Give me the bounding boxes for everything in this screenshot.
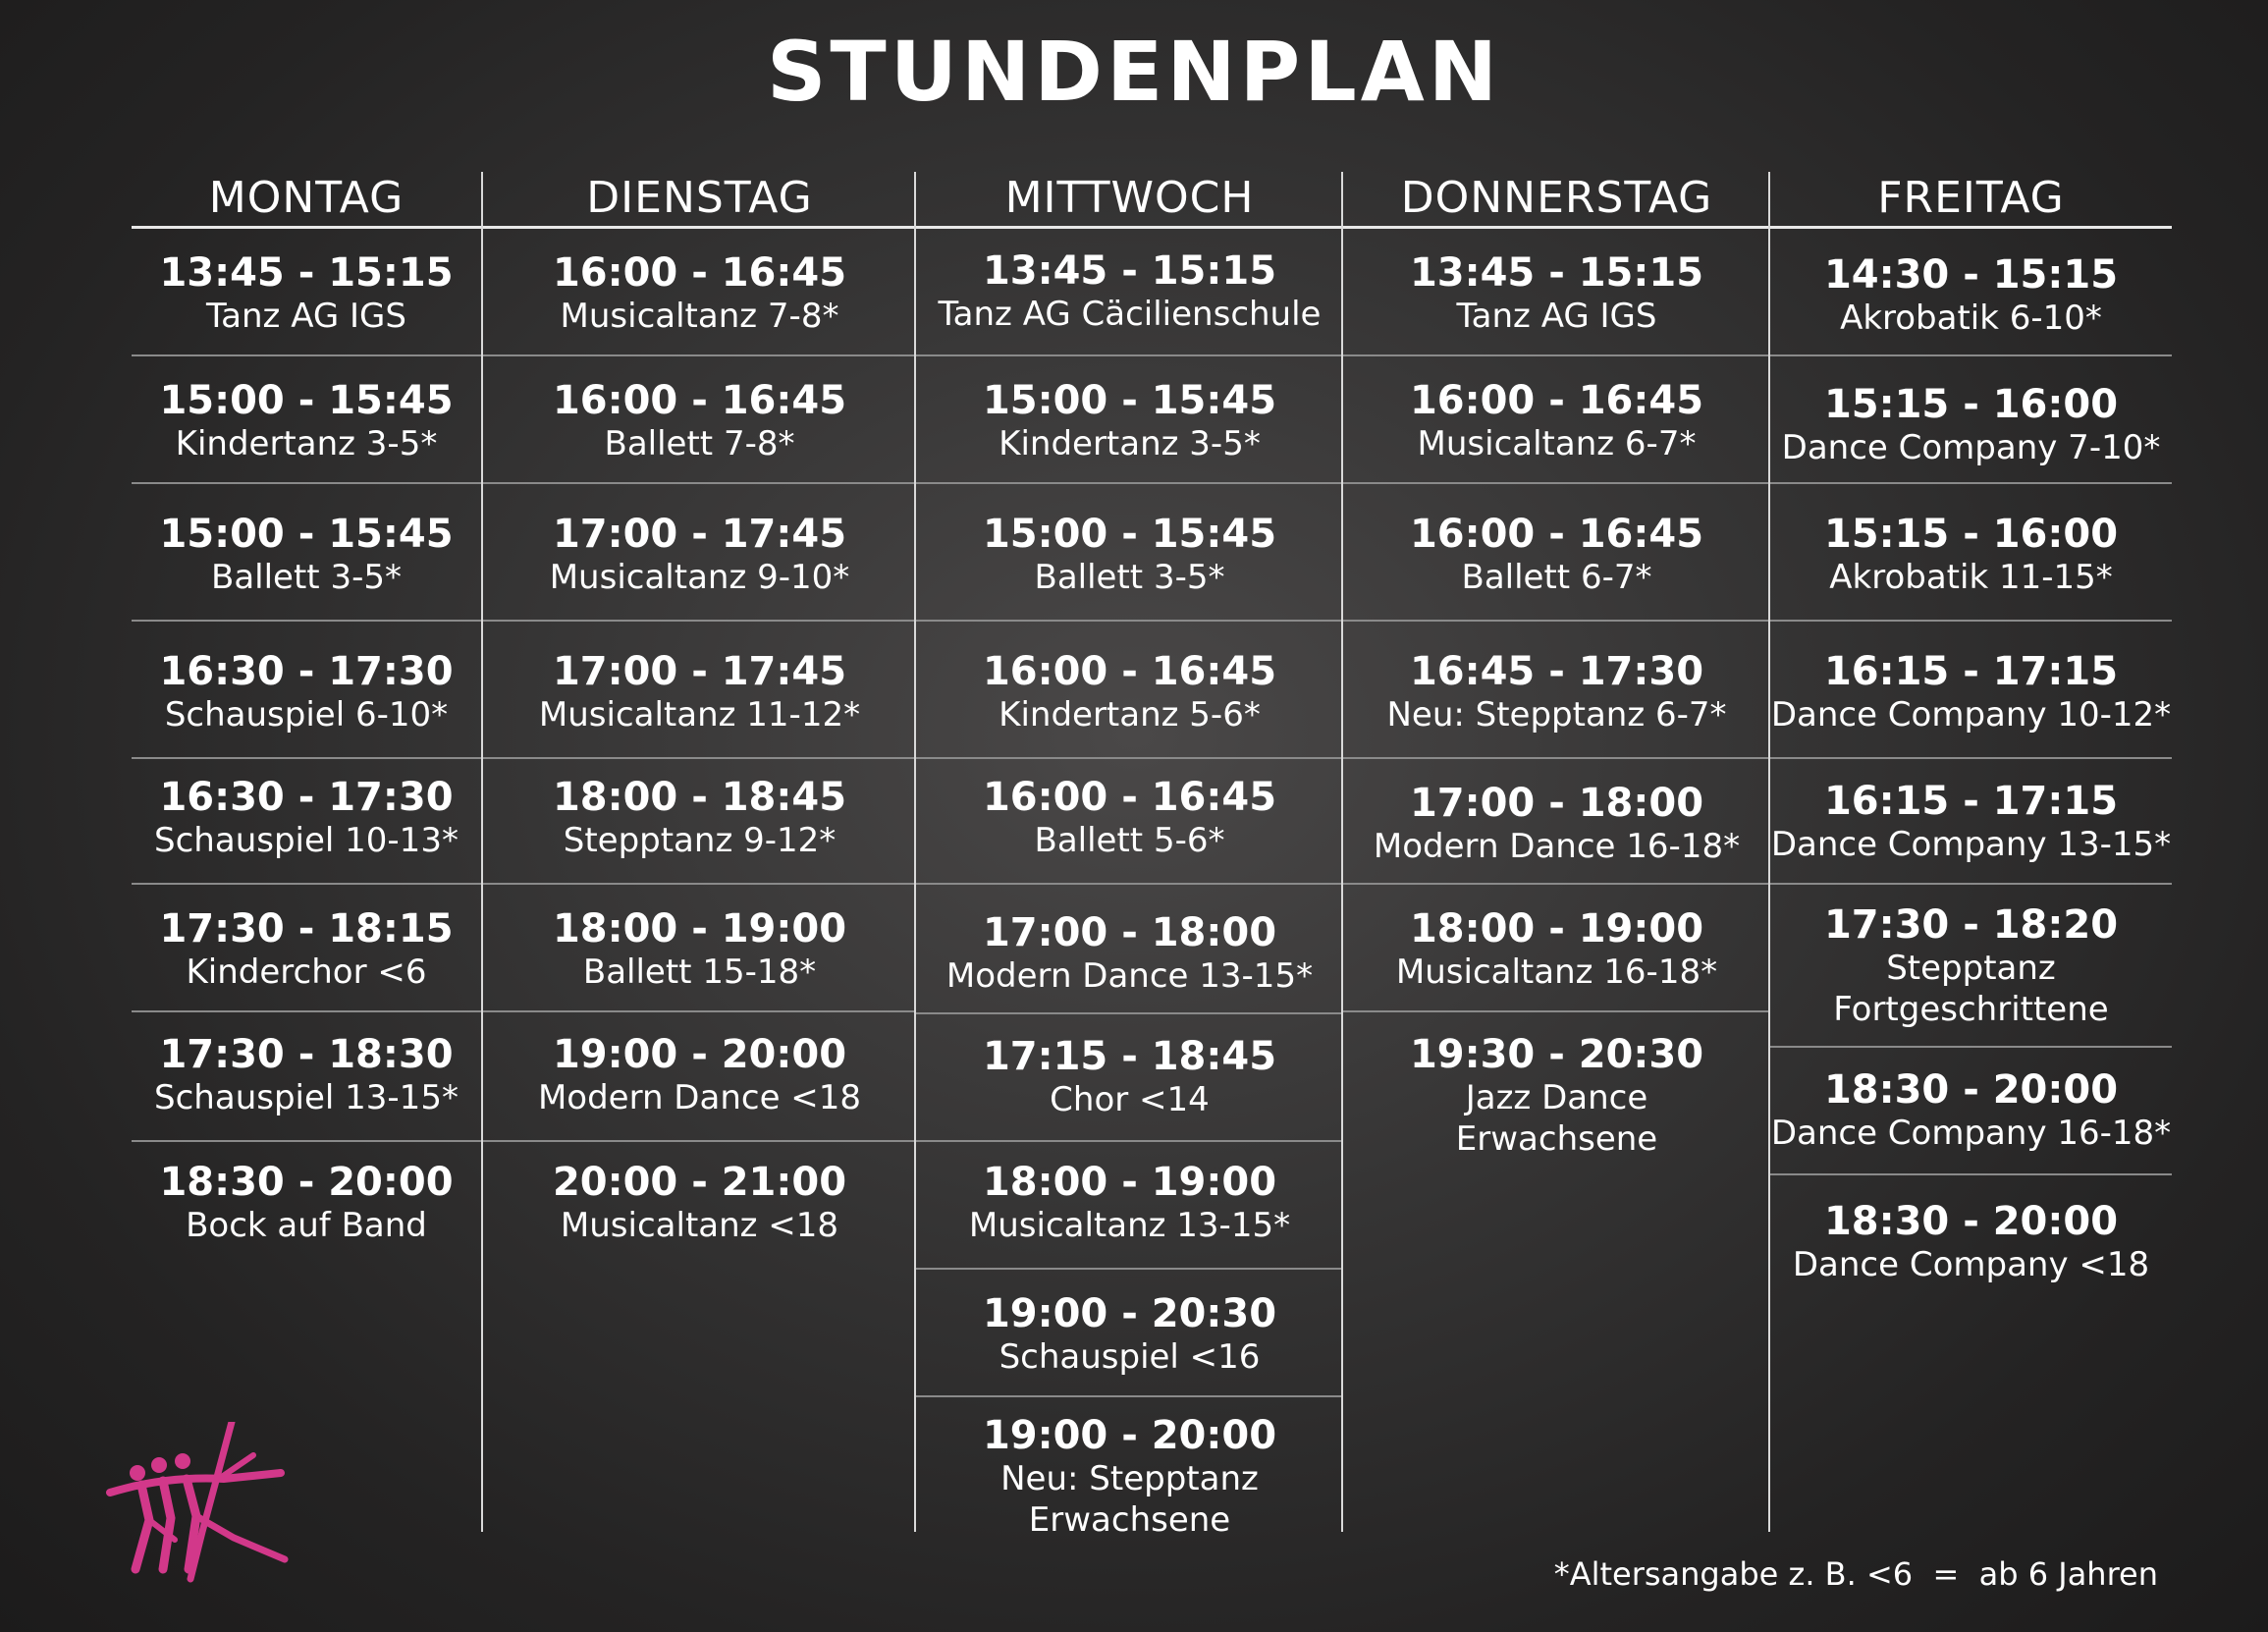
entry-course: Kindertanz 3-5* <box>175 424 438 463</box>
entry-course: Stepptanz 9-12* <box>563 821 837 860</box>
entry-course: Tanz AG Cäcilienschule <box>938 295 1322 334</box>
entry-course: Schauspiel <16 <box>999 1337 1261 1377</box>
entry-time: 18:00 - 19:00 <box>552 906 847 952</box>
entry-course: Jazz Dance Erwachsene <box>1455 1078 1658 1159</box>
entry-course: Kinderchor <6 <box>186 952 427 992</box>
entry-time: 16:00 - 16:45 <box>552 378 847 423</box>
entry-course: Kindertanz 3-5* <box>999 424 1261 463</box>
entry-course: Schauspiel 10-13* <box>154 821 459 860</box>
entry-time: 16:30 - 17:30 <box>159 775 454 820</box>
schedule-entry <box>916 759 1343 885</box>
entry-time: 19:30 - 20:30 <box>1409 1032 1704 1077</box>
schedule-entry <box>132 1142 481 1270</box>
entry-time: 16:30 - 17:30 <box>159 649 454 694</box>
entry-course: Ballett 3-5* <box>1034 558 1225 597</box>
schedule-entry <box>483 356 916 484</box>
entry-course: Neu: Stepptanz 6-7* <box>1386 695 1727 734</box>
entry-course: Modern Dance 16-18* <box>1373 827 1741 866</box>
entry-time: 18:00 - 19:00 <box>1409 906 1704 952</box>
day-header-montag: MONTAG <box>208 173 405 223</box>
schedule-entry <box>1343 759 1770 885</box>
entry-time: 18:00 - 18:45 <box>552 775 847 820</box>
entry-course: Dance Company 10-12* <box>1770 695 2172 734</box>
schedule-entry <box>916 1270 1343 1397</box>
entry-course: Ballett 5-6* <box>1034 821 1225 860</box>
entry-time: 16:15 - 17:15 <box>1823 649 2119 694</box>
schedule-entry <box>132 622 481 759</box>
schedule-entry <box>483 885 916 1012</box>
entry-course: Chor <14 <box>1050 1080 1210 1119</box>
entry-course: Musicaltanz 11-12* <box>538 695 861 734</box>
schedule-entry <box>916 229 1343 356</box>
entry-time: 17:00 - 17:45 <box>552 649 847 694</box>
entry-time: 13:45 - 15:15 <box>159 250 454 296</box>
entry-time: 15:00 - 15:45 <box>159 378 454 423</box>
entry-time: 19:00 - 20:00 <box>982 1413 1277 1458</box>
entry-time: 19:00 - 20:00 <box>552 1032 847 1077</box>
page-title: STUNDENPLAN <box>766 24 1502 120</box>
schedule-entry <box>1770 1048 2172 1175</box>
schedule-entry <box>483 1012 916 1142</box>
schedule-entry <box>1770 1175 2172 1303</box>
age-footnote: *Altersangabe z. B. <6 = ab 6 Jahren <box>1553 1555 2158 1593</box>
entry-time: 16:00 - 16:45 <box>982 649 1277 694</box>
day-header-donnerstag: DONNERSTAG <box>1400 173 1713 223</box>
entry-time: 17:00 - 17:45 <box>552 512 847 557</box>
entry-time: 19:00 - 20:30 <box>982 1291 1277 1336</box>
entry-course: Ballett 3-5* <box>211 558 402 597</box>
entry-time: 15:15 - 16:00 <box>1823 512 2119 557</box>
schedule-entry <box>1343 622 1770 759</box>
entry-time: 13:45 - 15:15 <box>982 248 1277 294</box>
entry-course: Dance Company 13-15* <box>1770 825 2172 864</box>
schedule-entry <box>916 622 1343 759</box>
schedule-entry <box>1770 622 2172 759</box>
entry-course: Musicaltanz 16-18* <box>1395 952 1718 992</box>
schedule-entry <box>132 229 481 356</box>
schedule-entry <box>1343 229 1770 356</box>
entry-time: 18:30 - 20:00 <box>159 1160 454 1205</box>
entry-course: Ballett 15-18* <box>582 952 817 992</box>
entry-course: Musicaltanz 7-8* <box>560 297 839 336</box>
entry-course: Musicaltanz 9-10* <box>549 558 850 597</box>
entry-time: 16:15 - 17:15 <box>1823 779 2119 824</box>
column-mittwoch <box>914 172 1343 1540</box>
entry-course: Schauspiel 13-15* <box>154 1078 459 1117</box>
entry-course: Akrobatik 11-15* <box>1829 558 2113 597</box>
entry-course: Modern Dance 13-15* <box>945 956 1314 996</box>
entry-time: 13:45 - 15:15 <box>1409 250 1704 296</box>
schedule-entry <box>916 1397 1343 1540</box>
column-montag <box>132 172 481 1532</box>
schedule-entry <box>132 759 481 885</box>
entry-course: Musicaltanz <18 <box>560 1206 839 1245</box>
entry-time: 17:30 - 18:15 <box>159 906 454 952</box>
entry-time: 15:00 - 15:45 <box>159 512 454 557</box>
entry-course: Musicaltanz 13-15* <box>968 1206 1291 1245</box>
schedule-entry <box>483 622 916 759</box>
entry-time: 15:00 - 15:45 <box>982 378 1277 423</box>
schedule-entry <box>1770 229 2172 356</box>
entry-course: Dance Company <18 <box>1792 1245 2150 1284</box>
schedule-entry <box>483 1142 916 1270</box>
entry-time: 16:00 - 16:45 <box>552 250 847 296</box>
day-header-dienstag: DIENSTAG <box>586 173 813 223</box>
entry-time: 18:30 - 20:00 <box>1823 1067 2119 1113</box>
schedule-entry <box>1770 356 2172 484</box>
schedule-entry <box>916 484 1343 622</box>
schedule-entry <box>1770 484 2172 622</box>
entry-course: Bock auf Band <box>186 1206 427 1245</box>
entry-time: 15:15 - 16:00 <box>1823 382 2119 427</box>
schedule-entry <box>916 1142 1343 1270</box>
schedule-entry <box>483 759 916 885</box>
schedule-entry <box>1343 356 1770 484</box>
column-dienstag <box>481 172 916 1532</box>
schedule-entry <box>132 885 481 1012</box>
schedule-entry <box>132 484 481 622</box>
entry-time: 18:30 - 20:00 <box>1823 1199 2119 1244</box>
schedule-entry <box>916 885 1343 1014</box>
entry-time: 14:30 - 15:15 <box>1823 252 2119 298</box>
day-header-freitag: FREITAG <box>1877 173 2065 223</box>
entry-time: 16:00 - 16:45 <box>982 775 1277 820</box>
entry-time: 20:00 - 21:00 <box>552 1160 847 1205</box>
schedule-entry <box>916 1014 1343 1142</box>
entry-course: Modern Dance <18 <box>537 1078 862 1117</box>
entry-course: Musicaltanz 6-7* <box>1417 424 1697 463</box>
entry-course: Ballett 6-7* <box>1461 558 1652 597</box>
entry-time: 15:00 - 15:45 <box>982 512 1277 557</box>
entry-time: 16:00 - 16:45 <box>1409 512 1704 557</box>
entry-time: 16:00 - 16:45 <box>1409 378 1704 423</box>
column-donnerstag <box>1341 172 1770 1532</box>
dancers-logo-icon <box>106 1422 293 1589</box>
schedule-entry <box>132 1012 481 1142</box>
entry-time: 17:15 - 18:45 <box>982 1034 1277 1079</box>
schedule-entry <box>1343 484 1770 622</box>
schedule-entry <box>916 356 1343 484</box>
day-header-mittwoch: MITTWOCH <box>1004 173 1255 223</box>
schedule-entry <box>1343 885 1770 1012</box>
entry-time: 18:00 - 19:00 <box>982 1160 1277 1205</box>
entry-time: 17:00 - 18:00 <box>1409 781 1704 826</box>
schedule-entry <box>483 229 916 356</box>
entry-course: Kindertanz 5-6* <box>999 695 1261 734</box>
entry-course: Schauspiel 6-10* <box>164 695 449 734</box>
entry-course: Tanz AG IGS <box>1456 297 1657 336</box>
entry-course: Akrobatik 6-10* <box>1840 299 2102 338</box>
schedule-entry <box>1770 885 2172 1048</box>
entry-course: Dance Company 7-10* <box>1781 428 2161 467</box>
entry-course: Neu: Stepptanz Erwachsene <box>1000 1459 1259 1540</box>
schedule-entry <box>483 484 916 622</box>
entry-course: Stepptanz Fortgeschrittene <box>1833 949 2109 1029</box>
entry-time: 17:00 - 18:00 <box>982 910 1277 955</box>
entry-time: 17:30 - 18:30 <box>159 1032 454 1077</box>
schedule-entry <box>1770 759 2172 885</box>
entry-time: 17:30 - 18:20 <box>1823 902 2119 948</box>
entry-time: 16:45 - 17:30 <box>1409 649 1704 694</box>
schedule-entry <box>1343 1012 1770 1189</box>
column-freitag <box>1768 172 2172 1532</box>
entry-course: Ballett 7-8* <box>604 424 795 463</box>
schedule-entry <box>132 356 481 484</box>
entry-course: Dance Company 16-18* <box>1770 1114 2172 1153</box>
entry-course: Tanz AG IGS <box>206 297 406 336</box>
